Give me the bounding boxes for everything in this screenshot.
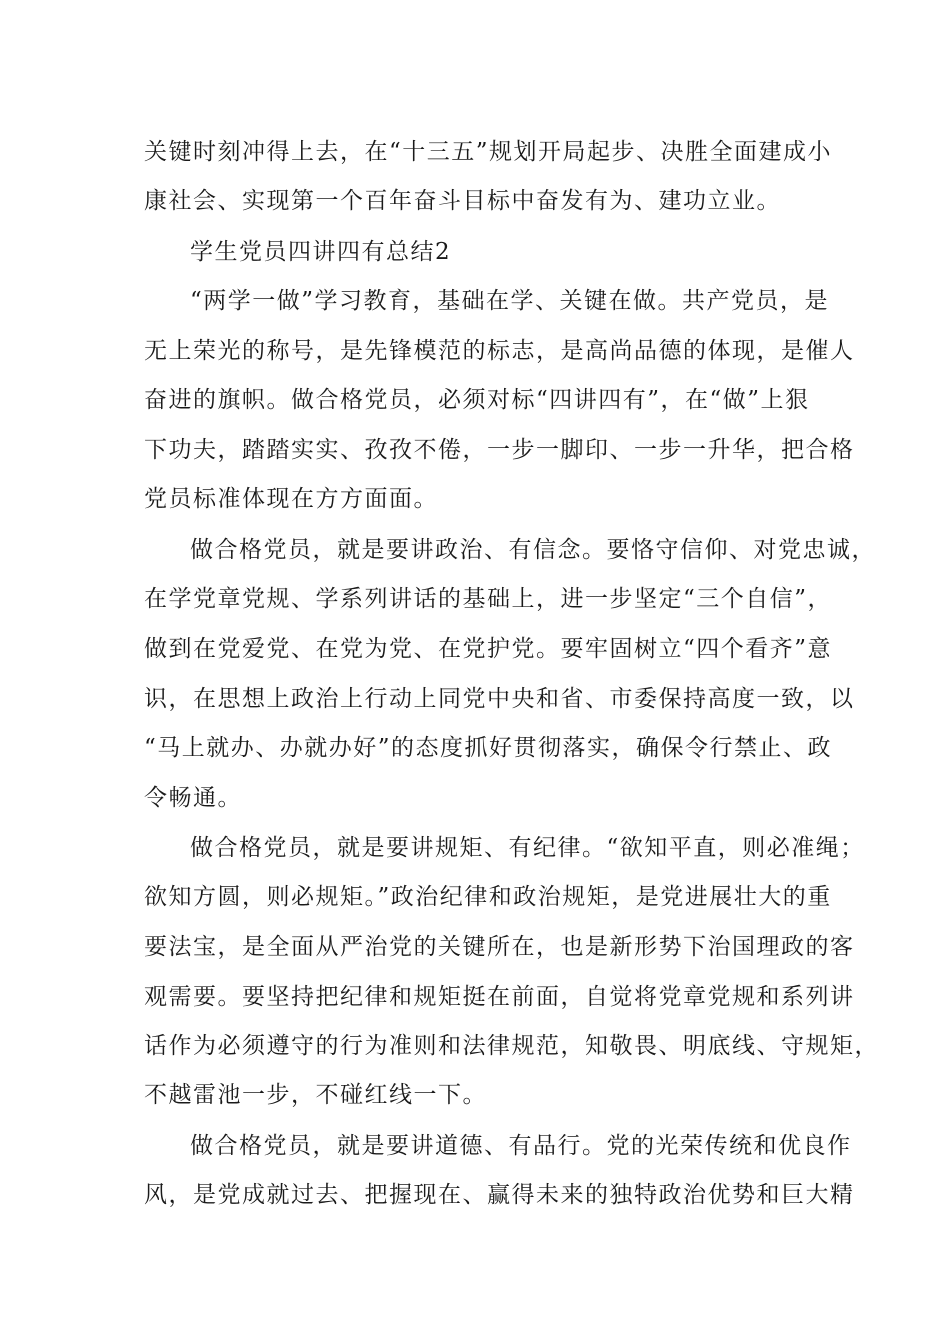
body-line: “两学一做”学习教育，基础在学、关键在做。共产党员，是 bbox=[190, 288, 830, 314]
body-line: 无上荣光的称号，是先锋模范的标志，是高尚品德的体现，是催人 bbox=[144, 338, 855, 364]
body-line: 识，在思想上政治上行动上同党中央和省、市委保持高度一致，以 bbox=[144, 686, 855, 712]
section-heading: 学生党员四讲四有总结2 bbox=[190, 239, 452, 265]
body-line: 不越雷池一步，不碰红线一下。 bbox=[144, 1082, 487, 1108]
body-line: 做合格党员，就是要讲政治、有信念。要恪守信仰、对党忠诚， bbox=[190, 537, 876, 563]
body-line: 下功夫，踏踏实实、孜孜不倦，一步一脚印、一步一升华，把合格 bbox=[144, 437, 855, 463]
body-line: 令畅通。 bbox=[144, 785, 242, 811]
body-line: 风，是党成就过去、把握现在、赢得未来的独特政治优势和巨大精 bbox=[144, 1182, 855, 1208]
body-line: 话作为必须遵守的行为准则和法律规范，知敬畏、明底线、守规矩， bbox=[144, 1033, 879, 1059]
body-line: “马上就办、办就办好”的态度抓好贯彻落实，确保令行禁止、政 bbox=[144, 735, 833, 761]
body-line: 做合格党员，就是要讲规矩、有纪律。“欲知平直，则必准绳； bbox=[190, 835, 865, 861]
body-line: 要法宝，是全面从严治党的关键所在，也是新形势下治国理政的客 bbox=[144, 934, 855, 960]
body-line: 党员标准体现在方方面面。 bbox=[144, 486, 438, 512]
body-line: 康社会、实现第一个百年奋斗目标中奋发有为、建功立业。 bbox=[144, 188, 781, 214]
body-line: 做到在党爱党、在党为党、在党护党。要牢固树立“四个看齐”意 bbox=[144, 636, 833, 662]
body-line: 在学党章党规、学系列讲话的基础上，进一步坚定“三个自信”， bbox=[144, 586, 833, 612]
body-line: 欲知方圆，则必规矩。”政治纪律和政治规矩，是党进展壮大的重 bbox=[144, 884, 832, 910]
body-line: 观需要。要坚持把纪律和规矩挺在前面，自觉将党章党规和系列讲 bbox=[144, 984, 855, 1010]
body-line: 做合格党员，就是要讲道德、有品行。党的光荣传统和优良作 bbox=[190, 1133, 852, 1159]
body-line: 关键时刻冲得上去，在“十三五”规划开局起步、决胜全面建成小 bbox=[144, 139, 833, 165]
body-line: 奋进的旗帜。做合格党员，必须对标“四讲四有”，在“做”上狠 bbox=[144, 387, 810, 413]
